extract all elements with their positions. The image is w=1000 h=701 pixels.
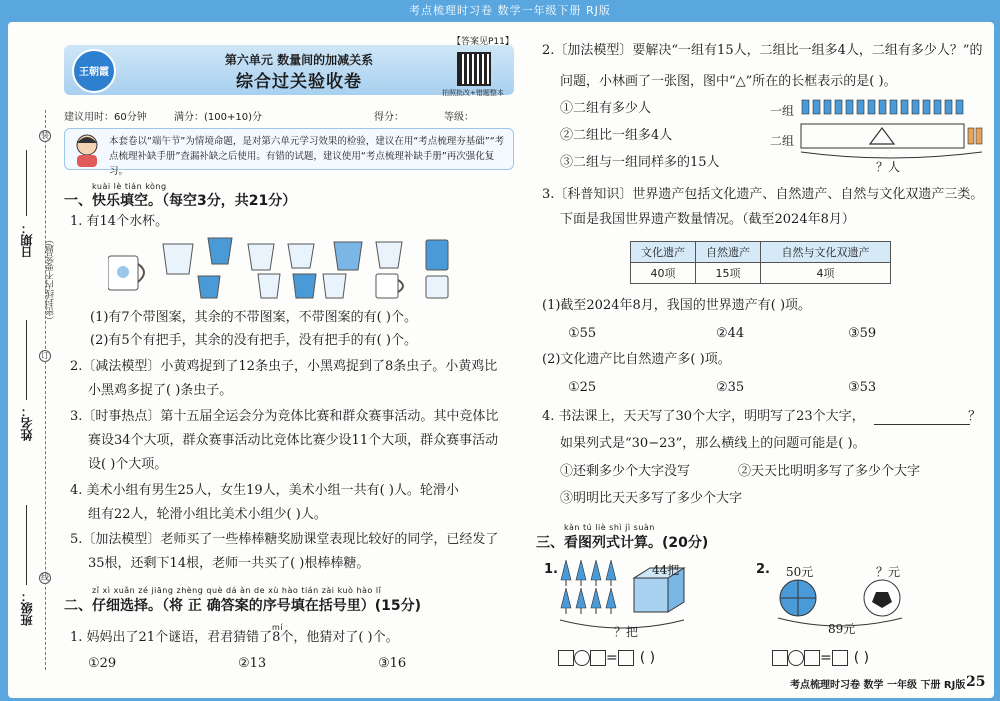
r-q3-sub1-option-3[interactable]: ③59 (848, 326, 877, 341)
name-label: 姓名： (20, 405, 34, 441)
date-label: 日期： (20, 222, 34, 258)
r-q2-option-2[interactable]: ②二组比一组多4人 (560, 128, 673, 143)
p1-question: ？把 (614, 625, 639, 639)
r-q3-line1: 3.〔科普知识〕世界遗产包括文化遗产、自然遗产、自然与文化双遗产三类。 (542, 187, 984, 202)
answer-square[interactable] (618, 650, 634, 666)
operator-circle[interactable] (574, 650, 590, 666)
name-line[interactable] (26, 320, 27, 400)
section3-title: 三、看图列式计算。(20分) (536, 535, 709, 551)
class-line[interactable] (26, 505, 27, 585)
exam-title: 综合过关验收卷 (236, 72, 362, 92)
answer-square[interactable] (772, 650, 788, 666)
r-q2-option-1[interactable]: ①二组有多少人 (560, 101, 652, 116)
binding-margin (8, 110, 56, 670)
r-q4-option-1[interactable]: ①还剩多少个大字没写 (560, 464, 691, 479)
table-cell: 4项 (761, 263, 891, 284)
answer-square[interactable] (832, 650, 848, 666)
qr-caption: 拍照批改+错题整本 (442, 89, 504, 97)
unit-paren[interactable]: ( ) (639, 650, 656, 666)
q5-line1: 5.〔加法模型〕老师买了一些棒棒糖奖励课堂表现比较好的同学，已经发了 (70, 532, 499, 547)
date-line[interactable] (26, 150, 27, 216)
groups-diagram (800, 94, 985, 164)
p1-equation[interactable]: = ( ) (558, 650, 655, 666)
suggested-time: 建议用时：60分钟 (64, 112, 147, 123)
q2-line2: 小黑鸡多捉了( )条虫子。 (88, 383, 233, 398)
section2-title: 二、仔细选择。（将 正 确答案的序号填在括号里）(15分) (64, 598, 422, 614)
heritage-table (630, 241, 891, 284)
seal-mark: 装 (41, 131, 49, 140)
r-q4-option-3[interactable]: ③明明比天天多写了多少个大字 (560, 491, 743, 506)
q2-line1: 2.〔减法模型〕小黄鸡捉到了12条虫子，小黑鸡捉到了8条虫子。小黄鸡比 (70, 359, 498, 374)
section1-pinyin: kuài lè tián kòng (92, 182, 167, 191)
soccer-ball-icon (864, 580, 900, 616)
basketball-icon (780, 580, 816, 616)
r-q2-line1: 2.〔加法模型〕要解决“一组有15人，二组比一组多4人，二组有多少人？”的 (542, 43, 983, 58)
answer-square[interactable] (558, 650, 574, 666)
r-q3-sub2-option-3[interactable]: ③53 (848, 380, 877, 395)
section1-title: 一、快乐填空。（每空3分，共21分） (64, 193, 297, 209)
full-score: 满分：(100+10)分 (174, 112, 262, 123)
p2-ball1-price: 50元 (786, 565, 814, 579)
q4-line1: 4. 美术小组有男生25人，女生19人，美术小组一共有( )人。轮滑小 (70, 483, 459, 498)
r-q2-line2: 问题，小林画了一张图，图中“△”所在的长框表示的是( )。 (560, 74, 897, 89)
table-cell: 40项 (631, 263, 696, 284)
r-q3-sub1: (1)截至2024年8月，我国的世界遗产有( )项。 (542, 298, 812, 313)
notice-text: 本套卷以“端午节”为情境命题，是对第六单元学习效果的检验，建议在用“考点梳理夯基础”“考点梳理补缺手册”查漏补缺之后使用。有错的试题，建议使用“考点梳理补缺手册”再次强化复习。 (109, 136, 505, 177)
p1-box-label: 44把 (652, 563, 680, 577)
q4-line2: 组有22人，轮滑小组比美术小组少( )人。 (88, 507, 327, 522)
r-q4-line1: 4. 书法课上，天天写了30个大字，明明写了23个大字， (542, 409, 865, 424)
section3-pinyin: kàn tú liè shì jì suàn (564, 523, 655, 532)
page-number: 25 (966, 674, 986, 690)
p2-number: 2. (756, 562, 770, 577)
r-q3-sub1-option-1[interactable]: ①55 (568, 326, 597, 341)
table-cell: 15项 (696, 263, 761, 284)
class-label: 班级： (20, 590, 34, 626)
q4-question-mark: ？ (968, 409, 982, 424)
q1-stem: 1. 有14个水杯。 (70, 214, 169, 229)
seal-note: （密封线内不要答题） (46, 235, 56, 325)
r-q4-line2: 如果列式是“30−23”，那么横线上的问题可能是( )。 (560, 436, 866, 451)
s2-q1-stem: 1. 妈妈出了21个谜语，君君猜错了8个，他猜对了( )个。 (70, 630, 399, 645)
qr-code-icon[interactable] (457, 52, 491, 86)
section2-pinyin: zǐ xì xuǎn zé jiāng zhèng què dá àn de xù hào tián zài kuò hào lǐ (92, 586, 382, 595)
p2-total: 89元 (828, 622, 856, 636)
table-header: 自然遗产 (696, 242, 761, 263)
r-q3-sub2-option-1[interactable]: ①25 (568, 380, 597, 395)
r-q3-sub1-option-2[interactable]: ②44 (716, 326, 745, 341)
cups-illustration (108, 234, 468, 302)
r-q3-sub2-option-2[interactable]: ②35 (716, 380, 745, 395)
p1-number: 1. (544, 562, 558, 577)
s2-q1-option-2[interactable]: ②13 (238, 656, 267, 671)
footer-text: 考点梳理时习卷 数学 一年级 下册 RJ版 (790, 680, 966, 691)
r-q2-option-3[interactable]: ③二组与一组同样多的15人 (560, 155, 720, 170)
teacher-avatar-icon (69, 131, 105, 167)
triangle-icon (870, 128, 894, 144)
seal-dashed-line (45, 110, 46, 670)
s2-q1-option-3[interactable]: ③16 (378, 656, 407, 671)
r-q3-sub2: (2)文化遗产比自然遗产多( )项。 (542, 352, 731, 367)
group1-label: 一组 (770, 104, 795, 118)
q1-part2: (2)有5个有把手，其余的没有把手，没有把手的有( )个。 (90, 333, 417, 348)
score-label: 得分： (374, 112, 404, 123)
unit-paren[interactable]: ( ) (853, 650, 870, 666)
group2-label: 二组 (770, 134, 795, 148)
p2-ball2-price: ？元 (876, 565, 901, 579)
q3-line1: 3.〔时事热点〕第十五届全运会分为竞体比赛和群众赛事活动。其中竞体比 (70, 409, 499, 424)
glass-icon (163, 238, 448, 298)
r-q3-line2: 下面是我国世界遗产数量情况。（截至2024年8月） (560, 212, 855, 227)
seal-mark: 订 (41, 351, 49, 360)
q5-line2: 35根，还剩下14根，老师一共买了( )根棒棒糖。 (88, 556, 370, 571)
umbrella-icon (561, 560, 616, 608)
table-header: 自然与文化双遗产 (761, 242, 891, 263)
level-label: 等级： (444, 112, 474, 123)
answer-reference: 【答案见P11】 (452, 37, 514, 47)
notice-box (64, 128, 514, 177)
brand-logo: 王朝霞 (72, 49, 116, 93)
q3-line2: 赛设34个大项，群众赛事活动比竞体比赛少设11个大项，群众赛事活动 (88, 433, 499, 448)
group-question: ？人 (876, 160, 901, 174)
patterned-mug-icon (108, 256, 144, 290)
mi-pinyin: mí (272, 623, 284, 632)
r-q4-option-2[interactable]: ②天天比明明多写了多少个大字 (738, 464, 921, 479)
q3-line3: 设( )个大项。 (88, 457, 168, 472)
top-band: 考点梳理时习卷 数学一年级下册 RJ版 (409, 4, 611, 17)
operator-circle[interactable] (788, 650, 804, 666)
answer-square[interactable] (590, 650, 606, 666)
seal-mark: 线 (41, 573, 49, 582)
p2-equation[interactable]: = ( ) (772, 650, 869, 666)
q4-answer-line[interactable] (874, 424, 970, 425)
answer-square[interactable] (804, 650, 820, 666)
q1-part1: (1)有7个带图案，其余的不带图案，不带图案的有( )个。 (90, 310, 417, 325)
table-header: 文化遗产 (631, 242, 696, 263)
unit-title: 第六单元 数量间的加减关系 (224, 53, 374, 67)
s2-q1-option-1[interactable]: ①29 (88, 656, 117, 671)
